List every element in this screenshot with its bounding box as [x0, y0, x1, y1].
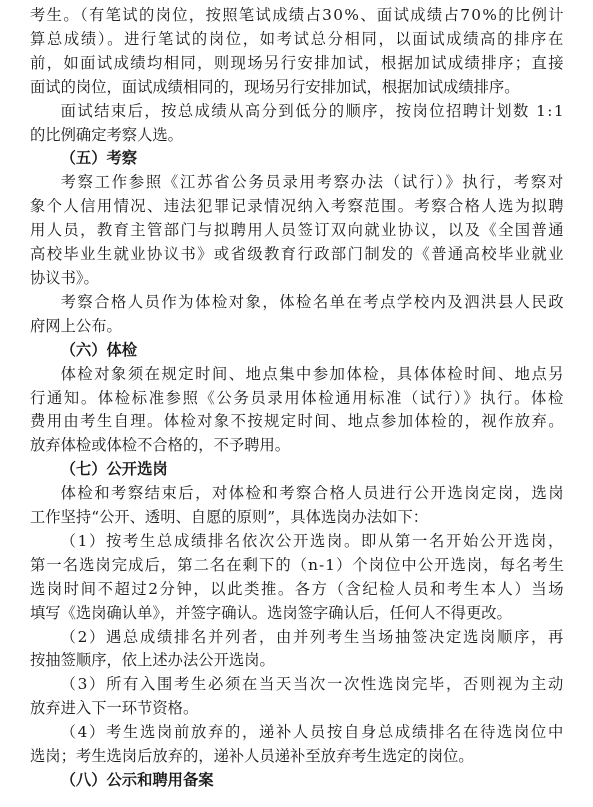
text-line: 面试结束后，按总成绩从高分到低分的顺序，按岗位招聘计划数 1:1: [60, 101, 565, 120]
text-line: 选岗；考生选岗后放弃的，递补人员递补至放弃考生选定的岗位。: [30, 747, 474, 766]
paragraph: [30, 100, 565, 148]
text-line: 体检对象须在规定时间、地点集中参加体检，具体体检时间、地点另: [60, 364, 565, 383]
section-heading: （五）考察: [60, 149, 138, 168]
text-line: 协议书》。: [30, 268, 99, 287]
section-heading: （七）公开选岗: [60, 460, 168, 479]
text-line: （2）遇总成绩排名并列者，由并列考生当场抽签决定选岗顺序，再: [60, 627, 565, 646]
text-line: 用人员，教育主管部门与拟聘用人员签订双向就业协议，以及《全国普通: [30, 221, 565, 240]
text-line: 高校毕业生就业协议书》或省级教育行政部门制发的《普通高校毕业就业: [30, 245, 565, 264]
paragraph: [30, 673, 565, 721]
text-line: 第一名选岗完成后，第二名在剩下的（n-1）个岗位中公开选岗，每名考生: [30, 555, 565, 574]
text-line: 放弃进入下一环节资格。: [30, 699, 199, 718]
paragraph: [30, 721, 565, 769]
text-line: 费用由考生自理。体检对象不按规定时间、地点参加体检的，视作放弃。: [30, 412, 565, 431]
paragraph: [30, 291, 565, 339]
paragraph: [30, 363, 565, 459]
text-line: 考生。（有笔试的岗位，按照笔试成绩占30%、面试成绩占70%的比例计: [30, 6, 565, 24]
text-line: 考察合格人员作为体检对象，体检名单在考点学校内及泗洪县人民政: [60, 292, 565, 311]
text-line: （4）考生选岗前放弃的，递补人员按自身总成绩排名在待选岗位中: [60, 723, 565, 742]
paragraph: [30, 482, 565, 530]
paragraph: [30, 626, 565, 674]
text-line: 体检和考察结束后，对体检和考察合格人员进行公开选岗定岗，选岗: [60, 484, 565, 503]
text-line: 选岗时间不超过2分钟，以此类推。各方（含纪检人员和考生本人）当场: [30, 579, 565, 598]
paragraph-continued: [30, 4, 565, 100]
paragraph: [30, 171, 565, 291]
text-line: 算总成绩）。进行笔试的岗位，如考试总分相同，以面试成绩高的排序在: [30, 29, 565, 48]
text-line: 考察工作参照《江苏省公务员录用考察办法（试行）》执行，考察对: [60, 173, 565, 192]
text-line: 前，如面试成绩均相同，则现场另行安排加试，根据加试成绩排序；直接: [30, 53, 565, 72]
paragraph: [30, 530, 565, 626]
section-heading: （八）公示和聘用备案: [60, 771, 214, 789]
text-line: （3）所有入围考生必须在当天当次一次性选岗完毕，否则视为主动: [60, 675, 565, 694]
text-line: 面试的岗位，面试成绩相同的，现场另行安排加试，根据加试成绩排序。: [30, 77, 520, 96]
text-line: 工作坚持“公开、透明、自愿的原则”，具体选岗办法如下：: [30, 508, 429, 527]
text-line: （1）按考生总成绩排名依次公开选岗。即从第一名开始公开选岗，: [60, 531, 565, 550]
section-heading: （六）体检: [60, 340, 138, 359]
text-line: 的比例确定考察人选。: [30, 125, 183, 144]
text-line: 象个人信用情况、违法犯罪记录情况纳入考察范围。考察合格人选为拟聘: [30, 197, 565, 216]
text-line: 行通知。体检标准参照《公务员录用体检通用标准（试行）》执行。体检: [30, 388, 565, 407]
text-line: 填写《选岗确认单》，并签字确认。选岗签字确认后，任何人不得更改。: [30, 603, 512, 622]
text-line: 放弃体检或体检不合格的，不予聘用。: [30, 436, 291, 455]
text-line: 按抽签顺序，依上述办法公开选岗。: [30, 651, 275, 670]
text-line: 府网上公布。: [30, 316, 122, 335]
